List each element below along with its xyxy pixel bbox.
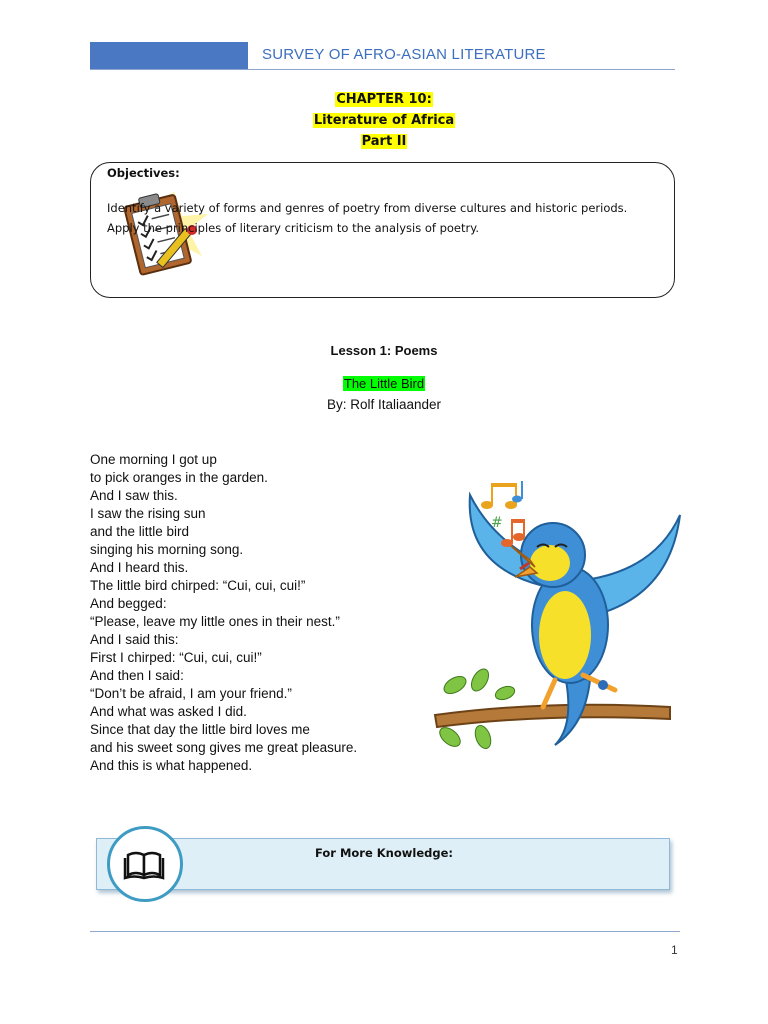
- knowledge-title: For More Knowledge:: [314, 846, 453, 860]
- poem-line: The little bird chirped: “Cui, cui, cui!”: [90, 578, 306, 593]
- poem-line: And this is what happened.: [90, 758, 253, 773]
- poem-author: By: Rolf Italiaander: [326, 397, 442, 412]
- poem-line: And what was asked I did.: [90, 704, 247, 719]
- poem-line: And begged:: [90, 596, 167, 611]
- chapter-number: CHAPTER 10:: [336, 92, 432, 107]
- singing-bird-illustration: [425, 475, 685, 755]
- poem-line: “Don’t be afraid, I am your friend.”: [90, 686, 292, 701]
- chapter-part: Part II: [361, 134, 407, 149]
- footer-rule: [90, 931, 680, 932]
- open-book-icon: [110, 829, 180, 899]
- poem-line: singing his morning song.: [90, 542, 244, 557]
- header-rule: [90, 69, 675, 70]
- poem-line: and the little bird: [90, 524, 190, 539]
- chapter-title-line: [0, 113, 768, 128]
- poem-line: First I chirped: “Cui, cui, cui!”: [90, 650, 262, 665]
- poem-line: I saw the rising sun: [90, 506, 206, 521]
- header-title: SURVEY OF AFRO-ASIAN LITERATURE: [262, 46, 546, 63]
- poem-line: And I saw this.: [90, 488, 178, 503]
- page-number: 1: [671, 943, 678, 957]
- poem-line: And then I said:: [90, 668, 184, 683]
- svg-text:#: #: [491, 515, 503, 531]
- poem-line: and his sweet song gives me great pleasure.: [90, 740, 358, 755]
- poem-title: The Little Bird: [343, 376, 425, 391]
- objectives-title: Objectives:: [107, 166, 180, 180]
- poem-line: And I said this:: [90, 632, 179, 647]
- objective-item: Identify a variety of forms and genres of poetry from diverse cultures and historic periods.: [107, 201, 628, 215]
- poem-line: And I heard this.: [90, 560, 189, 575]
- chapter-number-line: [0, 92, 768, 107]
- lesson-title: Lesson 1: Poems: [330, 343, 438, 358]
- objective-item: Apply the principles of literary criticism to the analysis of poetry.: [107, 221, 480, 235]
- poem-line: Since that day the little bird loves me: [90, 722, 310, 737]
- header-bar: [90, 42, 248, 70]
- chapter-part-line: [0, 134, 768, 149]
- poem-line: “Please, leave my little ones in their nest.”: [90, 614, 340, 629]
- poem-line: One morning I got up: [90, 452, 217, 467]
- chapter-title: Literature of Africa: [313, 113, 455, 128]
- poem-text: [90, 451, 357, 775]
- poem-title-line: [0, 376, 768, 391]
- poem-line: to pick oranges in the garden.: [90, 470, 268, 485]
- book-icon-circle: [107, 826, 183, 902]
